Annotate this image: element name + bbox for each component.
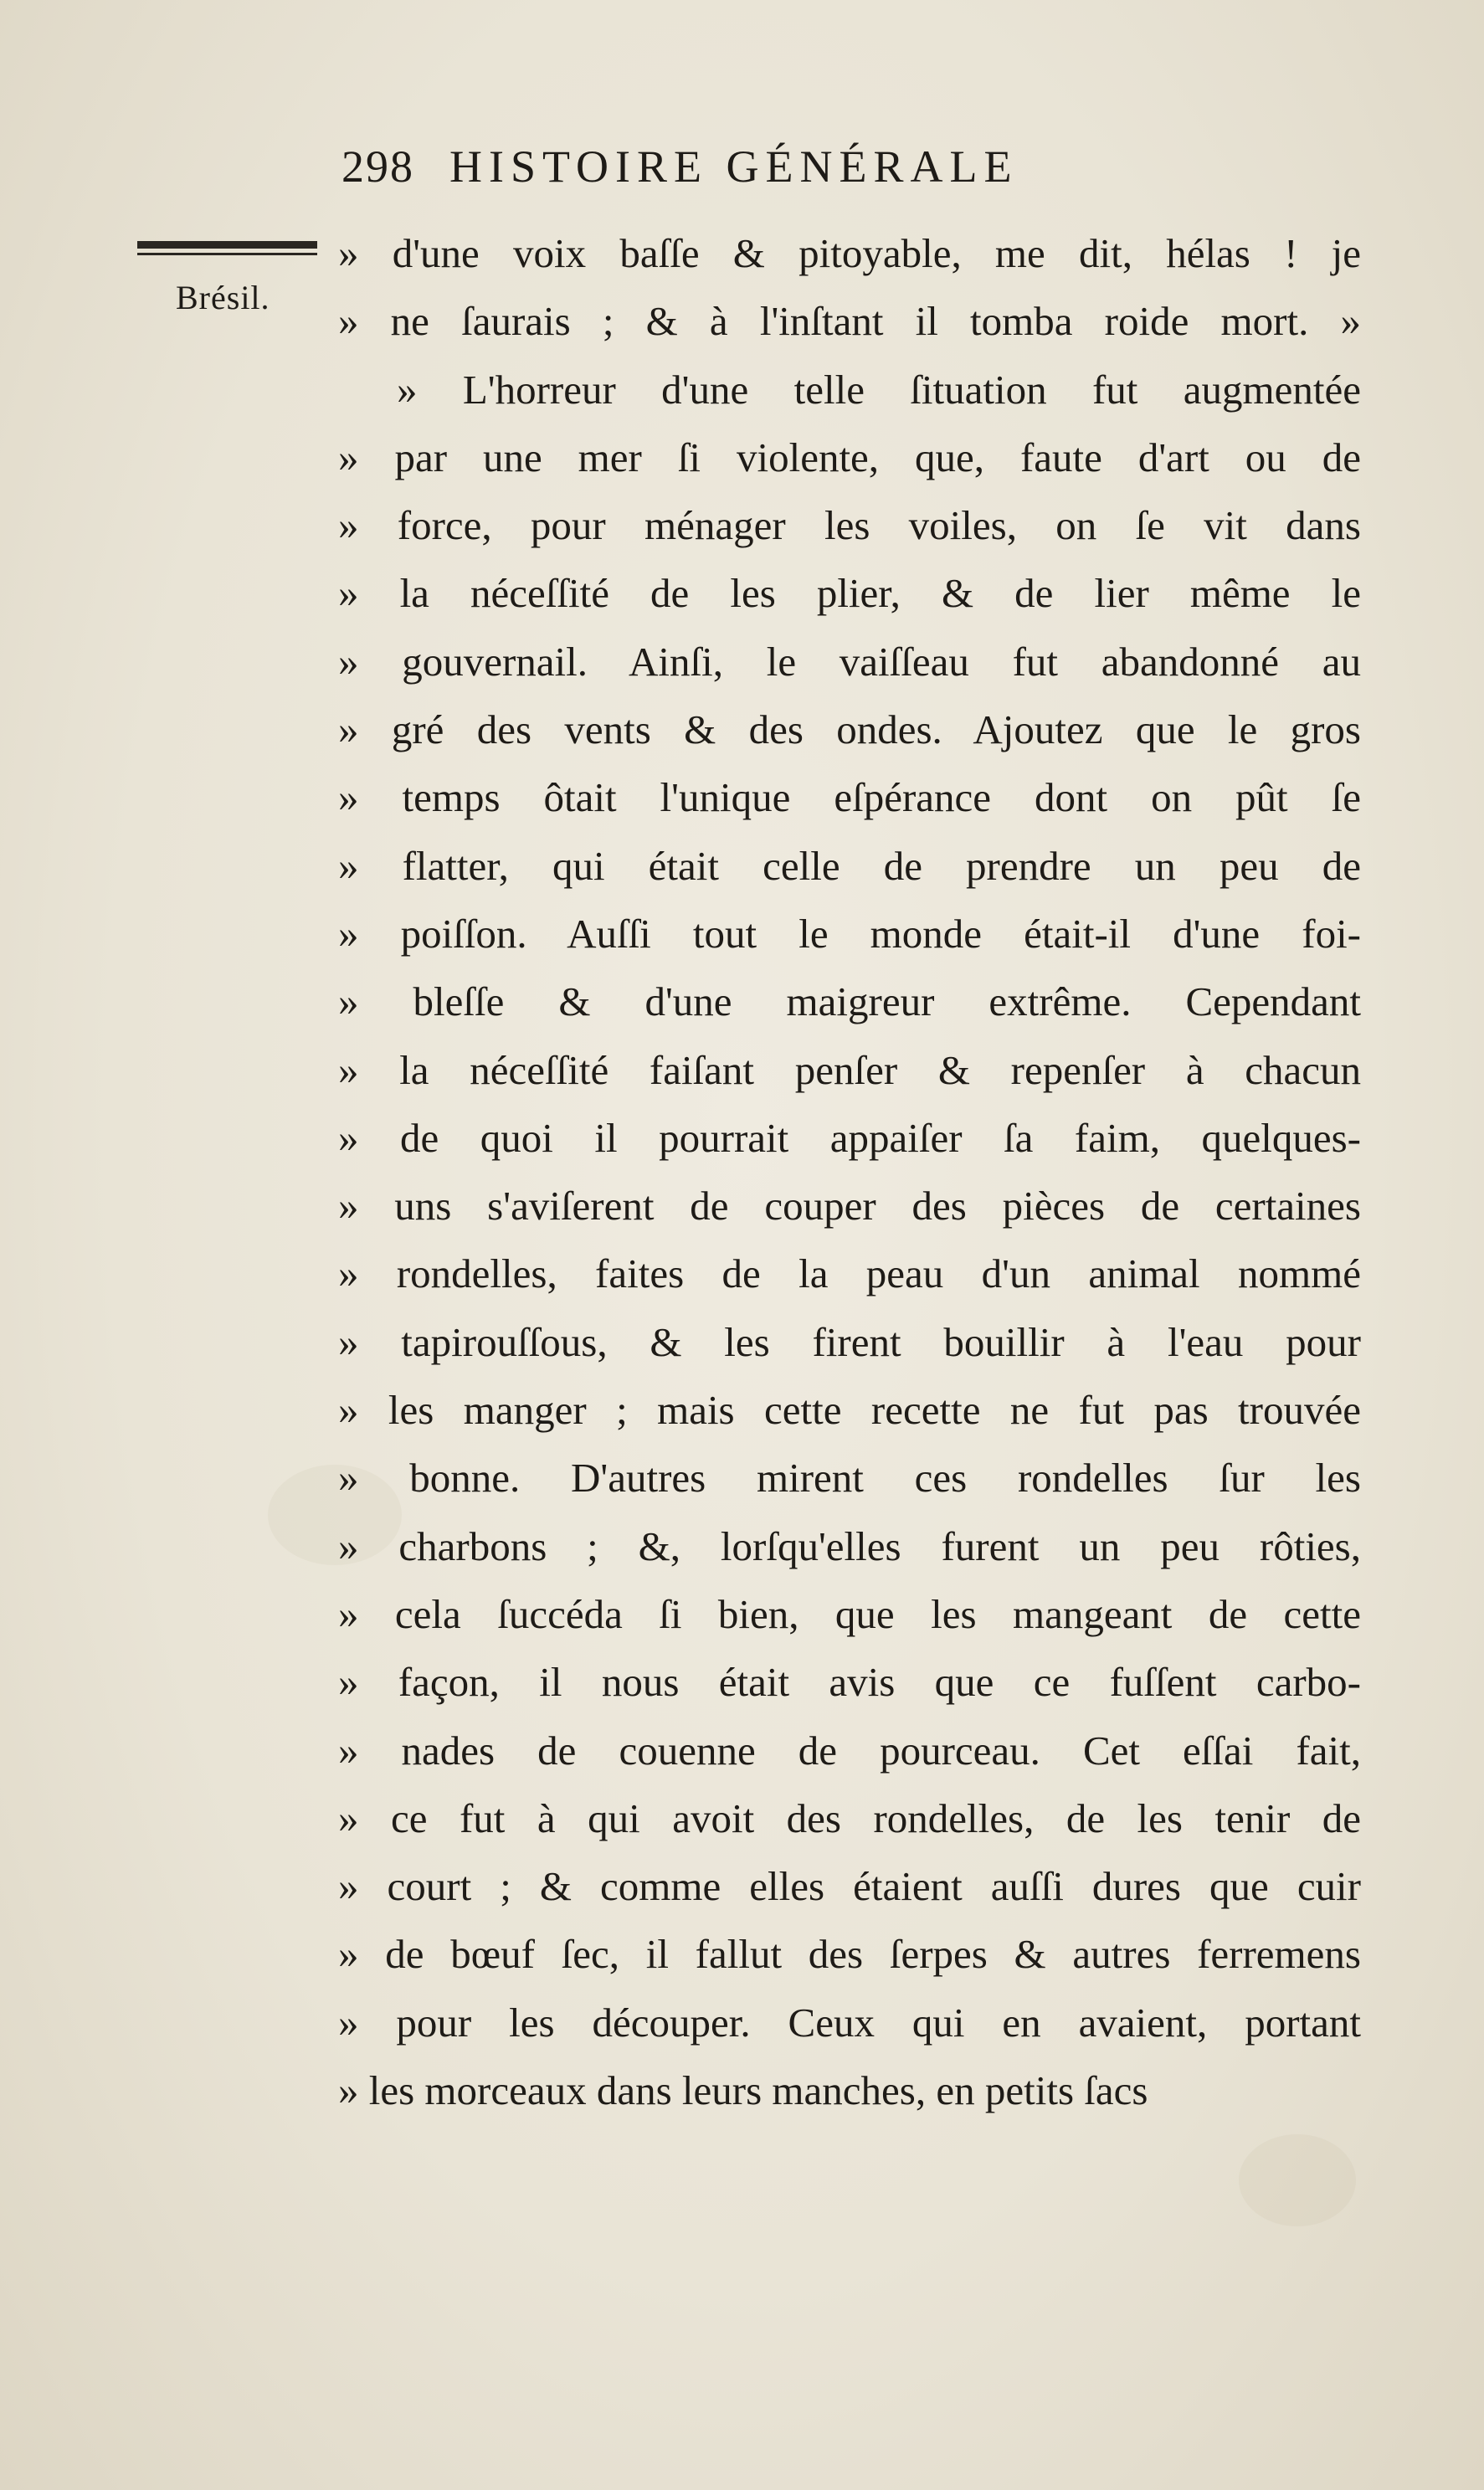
- text-line: » tapirouſſous, & les firent bouillir à l'eau pour: [338, 1318, 1361, 1365]
- page-number: 298: [341, 141, 414, 192]
- text-line: » gouvernail. Ainſi, le vaiſſeau fut abandonné au: [338, 638, 1361, 685]
- text-line: » par une mer ſi violente, que, faute d'art ou de: [338, 434, 1361, 480]
- text-line: » charbons ; &, lorſqu'elles furent un peu rôties,: [338, 1522, 1361, 1569]
- text-line: » bleſſe & d'une maigreur extrême. Cependant: [338, 978, 1361, 1025]
- running-title: HISTOIRE GÉNÉRALE: [449, 141, 1019, 192]
- text-line: » poiſſon. Auſſi tout le monde était-il d'une foi-: [338, 910, 1361, 957]
- text-line: » uns s'aviſerent de couper des pièces de certaines: [338, 1183, 1361, 1230]
- margin-note: Brésil.: [176, 279, 270, 316]
- text-body: [338, 219, 1361, 2124]
- text-line: » la néceſſité de les plier, & de lier même le: [338, 570, 1361, 617]
- text-line: » la néceſſité faiſant penſer & repenſer à chacun: [338, 1046, 1361, 1093]
- text-line: » L'horreur d'une telle ſituation fut augmentée: [397, 366, 1361, 413]
- text-line: » flatter, qui était celle de prendre un peu de: [338, 842, 1361, 889]
- text-line: » temps ôtait l'unique eſpérance dont on pût ſe: [338, 774, 1361, 821]
- text-line: » les morceaux dans leurs manches, en petits ſacs: [338, 2067, 1148, 2114]
- text-line: » ce fut à qui avoit des rondelles, de les tenir de: [338, 1794, 1361, 1841]
- text-line: » pour les découper. Ceux qui en avaient, portant: [338, 1999, 1361, 2046]
- running-header: [341, 141, 1254, 193]
- text-line: » nades de couenne de pourceau. Cet eſſai fait,: [338, 1727, 1361, 1774]
- text-line: » force, pour ménager les voiles, on ſe vit dans: [338, 502, 1361, 549]
- text-line: » de quoi il pourrait appaiſer ſa faim, quelques-: [338, 1114, 1361, 1161]
- text-line: » les manger ; mais cette recette ne fut pas trouvée: [338, 1387, 1361, 1434]
- text-line: » d'une voix baſſe & pitoyable, me dit, hélas ! je: [338, 230, 1361, 276]
- text-line: » bonne. D'autres mirent ces rondelles ſur les: [338, 1455, 1361, 1502]
- text-line: » façon, il nous était avis que ce fuſſent carbo-: [338, 1659, 1361, 1706]
- text-line: » rondelles, faites de la peau d'un animal nommé: [338, 1250, 1361, 1297]
- text-line: » ne ſaurais ; & à l'inſtant il tomba roide mort. »: [338, 298, 1361, 345]
- text-line: » gré des vents & des ondes. Ajoutez que le gros: [338, 706, 1361, 753]
- margin-rule: [137, 241, 317, 249]
- text-line: » court ; & comme elles étaient auſſi dures que cuir: [338, 1863, 1361, 1910]
- paper-stain: [1239, 2134, 1356, 2226]
- text-line: » cela ſuccéda ſi bien, que les mangeant de cette: [338, 1590, 1361, 1637]
- text-line: » de bœuf ſec, il fallut des ſerpes & autres ferremens: [338, 1931, 1361, 1978]
